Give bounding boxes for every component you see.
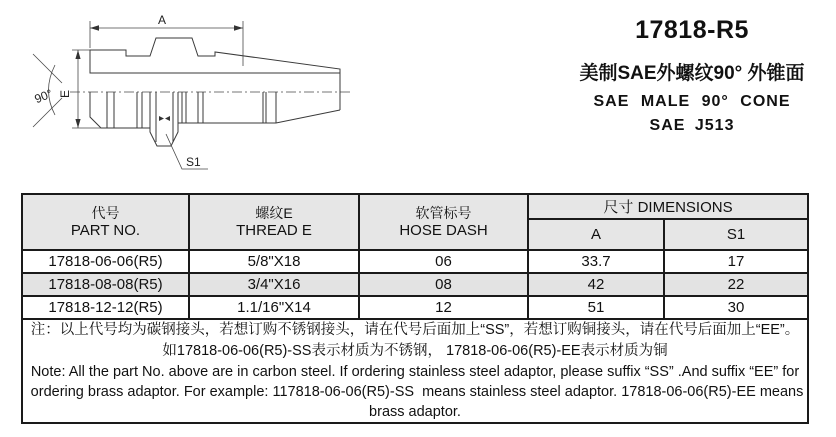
- cell-dim-a: 42: [528, 273, 664, 296]
- thread-cn: 螺纹E: [255, 205, 293, 221]
- dim-e-label: E: [58, 89, 72, 99]
- col-header-hose-dash: [359, 194, 528, 250]
- note-line: ordering brass adaptor. For example: 117818-06-06(R5)-SS means stainless steel adaptor. 17818-06-06(R5)-EE means: [26, 384, 804, 400]
- col-header-thread: [189, 194, 359, 250]
- s1-callout: [166, 134, 208, 169]
- col-header-s1: S1: [664, 219, 808, 250]
- angle-label: 90°: [32, 86, 55, 107]
- note-line: brass adaptor.: [369, 404, 461, 420]
- fitting-technical-drawing: [10, 8, 355, 180]
- note-line: 注：以上代号均为碳钢接头，若想订购不锈钢接头，请在代号后面加上“SS”，若想订购铜接头，请在代号后面加上“EE”。: [30, 322, 800, 338]
- standard-reference: SAE J513: [649, 117, 735, 134]
- header-row-1: [22, 194, 808, 219]
- col-header-part-no: [22, 194, 189, 250]
- note-line: 如17818-06-06(R5)-SS表示材质为不锈钢， 17818-06-06(R5)-EE表示材质为铜: [162, 343, 668, 359]
- title-block: [552, 16, 832, 135]
- cell-dim-s1: 22: [664, 273, 808, 296]
- thread-en: THREAD E: [236, 222, 312, 239]
- cell-hose-dash: 08: [359, 273, 528, 296]
- dimension-a: [90, 13, 243, 66]
- s1-label: S1: [186, 155, 201, 169]
- note-row: [22, 319, 808, 423]
- col-header-dimensions: 尺寸 DIMENSIONS: [528, 194, 808, 219]
- dim-a-label: A: [157, 13, 167, 27]
- cell-hose-dash: 06: [359, 250, 528, 273]
- hose-dash-cn: 软管标号: [415, 205, 472, 221]
- cell-thread: 1.1/16"X14: [189, 296, 359, 319]
- hose-dash-en: HOSE DASH: [399, 222, 488, 239]
- note-line: Note: All the part No. above are in carbon steel. If ordering stainless steel adaptor, please suffix “SS” .And suffix “EE” for: [30, 364, 800, 380]
- cell-dim-a: 51: [528, 296, 664, 319]
- cell-hose-dash: 12: [359, 296, 528, 319]
- cell-part-no: 17818-12-12(R5): [22, 296, 189, 319]
- page-title: 17818-R5: [635, 16, 749, 44]
- cell-dim-s1: 30: [664, 296, 808, 319]
- subtitle-english: SAE MALE 90° CONE: [593, 93, 791, 110]
- ordering-note: [22, 319, 808, 423]
- part-no-en: PART NO.: [70, 222, 141, 239]
- table-row: [22, 273, 808, 296]
- sectioned-body-hatch: [90, 38, 340, 73]
- cell-thread: 5/8"X18: [189, 250, 359, 273]
- table-row: [22, 296, 808, 319]
- col-header-a: A: [528, 219, 664, 250]
- spec-table: [21, 193, 809, 424]
- table-row: [22, 250, 808, 273]
- cell-thread: 3/4"X16: [189, 273, 359, 296]
- part-no-cn: 代号: [91, 205, 120, 221]
- thread-mark-arrows: [159, 116, 170, 121]
- fitting-drawing-svg: [10, 8, 355, 180]
- cell-dim-a: 33.7: [528, 250, 664, 273]
- subtitle-chinese: 美制SAE外螺纹90° 外锥面: [579, 63, 805, 84]
- cell-part-no: 17818-08-08(R5): [22, 273, 189, 296]
- cell-part-no: 17818-06-06(R5): [22, 250, 189, 273]
- dimension-e: [58, 50, 101, 128]
- cell-dim-s1: 17: [664, 250, 808, 273]
- lower-profile: [90, 73, 340, 146]
